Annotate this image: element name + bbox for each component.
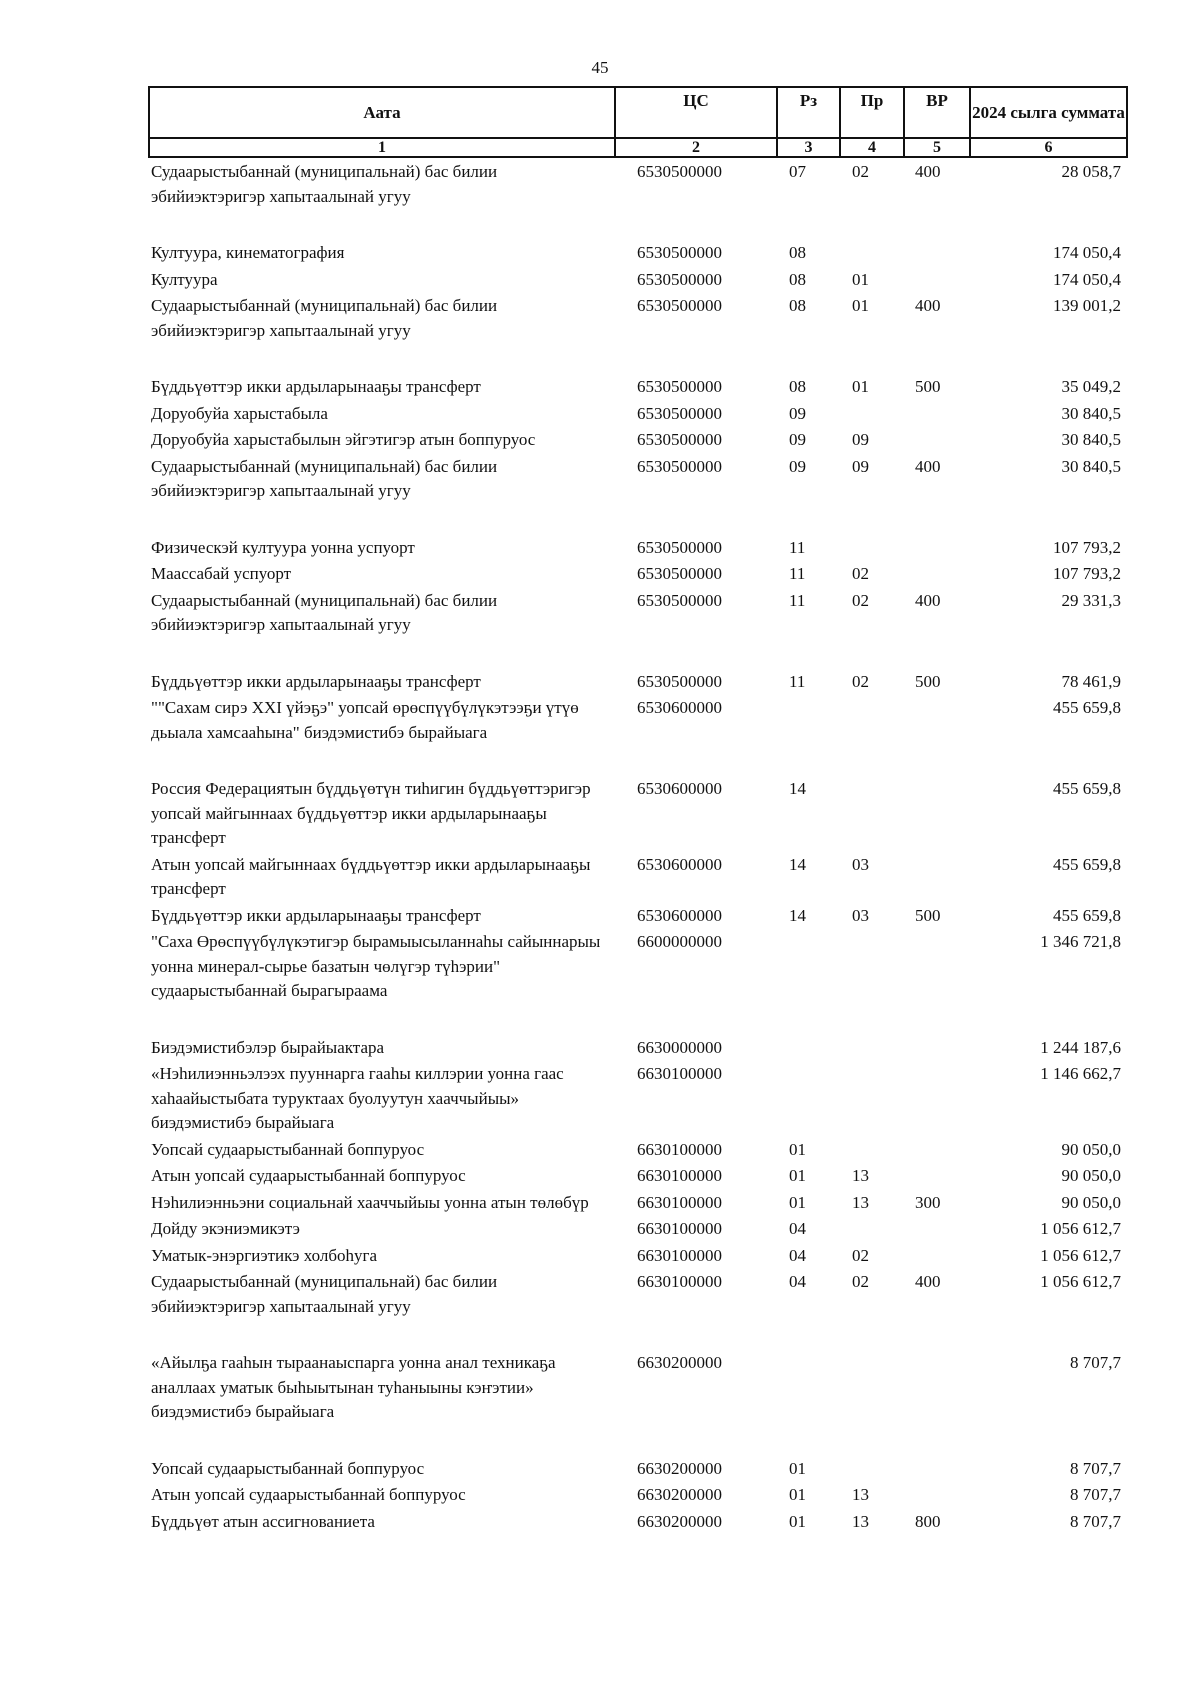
table-row: [149, 775, 1127, 851]
table-row: [149, 1349, 1127, 1455]
row-sum: 8 707,7: [1070, 1353, 1121, 1372]
row-vr: 300: [915, 1192, 941, 1212]
row-rz: 11: [789, 671, 806, 691]
row-sum: 29 331,3: [1061, 590, 1121, 610]
row-name: Россия Федерациятын бүддьүөтүн тиһигин бүддьүөттэригэр уопсай майгыннаах бүддьүөттэр икки ардыларынааҕы трансферт: [151, 779, 591, 847]
row-rz: 01: [789, 1166, 806, 1185]
row-pr: [840, 775, 904, 851]
row-cs: 6630100000: [637, 1219, 722, 1238]
row-rz: 04: [789, 1272, 806, 1291]
row-vr: 400: [915, 162, 941, 181]
row-name: Маассабай успуорт: [151, 564, 292, 583]
row-cs: 6530500000: [637, 269, 722, 289]
table-row: [149, 587, 1127, 668]
col-header-pr: Пр: [840, 87, 904, 138]
row-cs: 6630100000: [637, 1272, 722, 1291]
row-name: Култуура, кинематография: [151, 243, 345, 262]
row-vr: [904, 1034, 970, 1061]
row-rz: [777, 1349, 840, 1455]
row-name: Судаарыстыбаннай (муниципальнай) бас билии эбийиэктэригэр хапытаалынай угуу: [151, 590, 498, 634]
row-vr: 400: [915, 590, 941, 610]
row-name: Судаарыстыбаннай (муниципальнай) бас билии эбийиэктэригэр хапытаалынай угуу: [151, 162, 498, 206]
col-number: 6: [970, 138, 1127, 157]
table-row: [149, 1034, 1127, 1061]
row-name: «Айылҕа гааһын тыраанаыспарга уонна анал техникаҕа аналлаах уматык быһыытынан туһаныыны кэҥэтии» биэдэмистибэ бырайыага: [151, 1353, 556, 1421]
row-cs: 6530500000: [637, 403, 722, 423]
row-cs: 6530500000: [637, 430, 722, 449]
row-rz: 01: [789, 1458, 806, 1478]
row-cs: 6530600000: [637, 698, 722, 717]
row-pr: 03: [852, 854, 869, 874]
row-pr: 01: [852, 377, 869, 396]
row-pr: [840, 400, 904, 427]
row-rz: 09: [789, 403, 806, 423]
row-vr: [904, 266, 970, 293]
row-name: Биэдэмистибэлэр бырайыактара: [151, 1037, 385, 1057]
table-row: [149, 1481, 1127, 1508]
row-pr: 13: [852, 1511, 869, 1531]
row-pr: 02: [852, 590, 869, 610]
row-cs: 6630100000: [637, 1064, 722, 1083]
row-vr: [904, 851, 970, 902]
table-header: [149, 87, 1127, 157]
row-sum: 90 050,0: [1061, 1166, 1121, 1185]
row-sum: 78 461,9: [1061, 671, 1121, 691]
row-rz: 08: [789, 269, 806, 289]
row-cs: 6530500000: [637, 537, 722, 557]
row-rz: 07: [789, 162, 806, 181]
col-header-sum: 2024 сылга суммата: [970, 87, 1127, 138]
row-pr: 02: [852, 162, 869, 181]
row-pr: 03: [852, 905, 869, 925]
table-row: [149, 1189, 1127, 1216]
row-sum: 8 707,7: [1070, 1511, 1121, 1531]
col-number: 5: [904, 138, 970, 157]
row-name: Судаарыстыбаннай (муниципальнай) бас билии эбийиэктэригэр хапытаалынай угуу: [151, 456, 498, 500]
row-pr: [840, 239, 904, 266]
table-row: [149, 1242, 1127, 1269]
row-rz: [777, 694, 840, 775]
row-cs: 6530500000: [637, 162, 722, 181]
table-row: [149, 1136, 1127, 1163]
col-number: 3: [777, 138, 840, 157]
row-pr: 09: [852, 456, 869, 476]
row-rz: 11: [789, 564, 806, 583]
row-vr: [904, 1215, 970, 1242]
row-sum: 139 001,2: [1053, 296, 1121, 315]
row-vr: [904, 694, 970, 775]
row-pr: [840, 1060, 904, 1136]
row-cs: 6530500000: [637, 671, 722, 691]
row-sum: 28 058,7: [1061, 162, 1121, 181]
row-cs: 6630100000: [637, 1245, 722, 1265]
row-sum: 1 056 612,7: [1040, 1245, 1121, 1265]
row-cs: 6530600000: [637, 905, 722, 925]
budget-table: [148, 86, 1128, 1534]
row-vr: [904, 239, 970, 266]
row-name: Судаарыстыбаннай (муниципальнай) бас билии эбийиэктэригэр хапытаалынай угуу: [151, 1272, 498, 1316]
row-pr: [840, 928, 904, 1034]
table-row: [149, 157, 1127, 239]
row-pr: [840, 1215, 904, 1242]
table-row: [149, 1215, 1127, 1242]
row-name: Атын уопсай судаарыстыбаннай боппуруос: [151, 1166, 466, 1185]
row-cs: 6630200000: [637, 1458, 722, 1478]
table-row: [149, 694, 1127, 775]
row-sum: 1 146 662,7: [1040, 1064, 1121, 1083]
table-row: [149, 560, 1127, 587]
row-rz: 09: [789, 430, 806, 449]
row-name: Бүддьүөттэр икки ардыларынааҕы трансферт: [151, 905, 481, 925]
row-vr: [904, 775, 970, 851]
row-cs: 6600000000: [637, 932, 722, 951]
row-cs: 6530600000: [637, 854, 722, 874]
row-sum: 30 840,5: [1061, 430, 1121, 449]
row-rz: [777, 1060, 840, 1136]
row-name: Доруобуйа харыстабыла: [151, 403, 328, 423]
row-name: Уопсай судаарыстыбаннай боппуруос: [151, 1458, 425, 1478]
table-row: [149, 426, 1127, 453]
row-name: Уматык-энэргиэтикэ холбоһуга: [151, 1245, 378, 1265]
table-row: [149, 902, 1127, 929]
table-row: [149, 1060, 1127, 1136]
row-cs: 6630100000: [637, 1139, 722, 1159]
row-rz: 01: [789, 1192, 806, 1212]
row-sum: 455 659,8: [1053, 779, 1121, 798]
row-vr: 400: [915, 296, 941, 315]
row-pr: 09: [852, 430, 869, 449]
row-vr: [904, 426, 970, 453]
row-pr: 01: [852, 269, 869, 289]
table-row: [149, 1162, 1127, 1189]
row-vr: [904, 400, 970, 427]
row-sum: 1 244 187,6: [1040, 1037, 1121, 1057]
row-sum: 455 659,8: [1053, 698, 1121, 717]
row-pr: 13: [852, 1166, 869, 1185]
row-cs: 6530500000: [637, 456, 722, 476]
row-vr: 500: [915, 905, 941, 925]
row-vr: 500: [915, 377, 941, 396]
table-row: [149, 534, 1127, 561]
row-rz: 01: [789, 1485, 806, 1504]
row-sum: 1 056 612,7: [1040, 1272, 1121, 1291]
row-vr: [904, 534, 970, 561]
row-name: Дойду экэниэмикэтэ: [151, 1219, 300, 1238]
row-pr: 01: [852, 296, 869, 315]
row-sum: 30 840,5: [1061, 403, 1121, 423]
row-pr: [840, 1349, 904, 1455]
row-pr: 02: [852, 1245, 869, 1265]
row-sum: 90 050,0: [1061, 1192, 1121, 1212]
col-number: 4: [840, 138, 904, 157]
col-number: 2: [615, 138, 777, 157]
row-sum: 35 049,2: [1061, 377, 1121, 396]
row-cs: 6530500000: [637, 377, 722, 396]
row-sum: 1 056 612,7: [1040, 1219, 1121, 1238]
row-rz: 14: [789, 905, 806, 925]
table-row: [149, 266, 1127, 293]
row-vr: [904, 1242, 970, 1269]
row-sum: 90 050,0: [1061, 1139, 1121, 1159]
row-name: Атын уопсай майгыннаах бүддьүөттэр икки ардыларынааҕы трансферт: [151, 854, 591, 898]
row-rz: 14: [789, 854, 806, 874]
row-cs: 6530600000: [637, 779, 722, 798]
row-rz: 09: [789, 456, 806, 476]
row-sum: 30 840,5: [1061, 456, 1121, 476]
row-name: Бүддьүөт атын ассигнованиета: [151, 1511, 375, 1531]
row-vr: [904, 1162, 970, 1189]
row-name: Бүддьүөттэр икки ардыларынааҕы трансферт: [151, 671, 481, 691]
row-cs: 6630200000: [637, 1485, 722, 1504]
row-rz: 04: [789, 1245, 806, 1265]
row-pr: 02: [852, 671, 869, 691]
row-vr: [904, 1481, 970, 1508]
row-cs: 6530500000: [637, 243, 722, 262]
row-pr: 13: [852, 1485, 869, 1504]
row-sum: 455 659,8: [1053, 854, 1121, 874]
table-row: [149, 400, 1127, 427]
row-cs: 6630100000: [637, 1192, 722, 1212]
row-vr: [904, 1060, 970, 1136]
col-header-rz: Рз: [777, 87, 840, 138]
row-name: "Саха Өрөспүүбүлүкэтигэр бырамыысыланнаһы сайыннарыы уонна минерал-сырье базатын чөлүгэр түһэрии" судаарыстыбаннай бырагыраама: [151, 932, 601, 1000]
row-name: Доруобуйа харыстабылын эйгэтигэр атын боппуруос: [151, 430, 536, 449]
row-vr: [904, 560, 970, 587]
row-rz: 08: [789, 243, 806, 262]
table-row: [149, 453, 1127, 534]
row-name: Судаарыстыбаннай (муниципальнай) бас билии эбийиэктэригэр хапытаалынай угуу: [151, 296, 498, 340]
row-sum: 107 793,2: [1053, 537, 1121, 557]
table-row: [149, 1508, 1127, 1535]
row-rz: 11: [789, 537, 806, 557]
col-header-vr: ВР: [904, 87, 970, 138]
table-row: [149, 239, 1127, 266]
row-vr: [904, 1349, 970, 1455]
row-vr: 500: [915, 671, 941, 691]
row-name: «Нэһилиэнньэлээх пууннарга гааһы киллэрии уонна гаас хаһаайыстыбата туруктаах буолуутун хааччыйыы» биэдэмистибэ бырайыага: [151, 1064, 564, 1132]
row-sum: 8 707,7: [1070, 1458, 1121, 1478]
row-rz: 08: [789, 296, 806, 315]
row-cs: 6530500000: [637, 296, 722, 315]
row-sum: 455 659,8: [1053, 905, 1121, 925]
row-cs: 6630000000: [637, 1037, 722, 1057]
row-cs: 6630100000: [637, 1166, 722, 1185]
row-pr: 02: [852, 564, 869, 583]
table-row: [149, 928, 1127, 1034]
col-number: 1: [149, 138, 615, 157]
table-row: [149, 851, 1127, 902]
row-name: Уопсай судаарыстыбаннай боппуруос: [151, 1139, 425, 1159]
row-cs: 6630200000: [637, 1353, 722, 1372]
row-vr: [904, 928, 970, 1034]
row-pr: [840, 694, 904, 775]
row-cs: 6630200000: [637, 1511, 722, 1531]
table-row: [149, 1268, 1127, 1349]
col-header-cs: ЦС: [615, 87, 777, 138]
row-rz: [777, 928, 840, 1034]
row-sum: 107 793,2: [1053, 564, 1121, 583]
row-sum: 174 050,4: [1053, 269, 1121, 289]
row-vr: [904, 1455, 970, 1482]
row-pr: 02: [852, 1272, 869, 1291]
row-rz: 11: [789, 590, 806, 610]
row-name: Нэһилиэнньэни социальнай хааччыйыы уонна атын төлөбүр: [151, 1192, 589, 1212]
page-number: 45: [591, 58, 609, 77]
row-rz: 08: [789, 377, 806, 396]
row-sum: 174 050,4: [1053, 243, 1121, 262]
row-pr: [840, 534, 904, 561]
row-rz: 04: [789, 1219, 806, 1238]
row-pr: [840, 1136, 904, 1163]
table-row: [149, 292, 1127, 373]
table-row: [149, 373, 1127, 400]
row-name: Бүддьүөттэр икки ардыларынааҕы трансферт: [151, 377, 481, 396]
row-cs: 6530500000: [637, 564, 722, 583]
row-rz: [777, 1034, 840, 1061]
row-name: Култуура: [151, 269, 218, 289]
row-rz: 14: [789, 779, 806, 798]
table-row: [149, 1455, 1127, 1482]
col-header-name: Аата: [149, 87, 615, 138]
row-rz: 01: [789, 1139, 806, 1159]
row-sum: 8 707,7: [1070, 1485, 1121, 1504]
row-name: ""Сахам сирэ XXI үйэҕэ" уопсай өрөспүүбүлүкэтээҕи үтүө дьыала хамсааһына" биэдэмистибэ бырайыага: [151, 698, 579, 742]
row-rz: 01: [789, 1511, 806, 1531]
row-vr: 400: [915, 1272, 941, 1291]
row-pr: [840, 1455, 904, 1482]
table-body: [149, 157, 1127, 1534]
row-vr: 800: [915, 1511, 941, 1531]
row-name: Атын уопсай судаарыстыбаннай боппуруос: [151, 1485, 466, 1504]
row-pr: [840, 1034, 904, 1061]
row-vr: 400: [915, 456, 941, 476]
row-name: Физическэй култуура уонна успуорт: [151, 537, 415, 557]
row-cs: 6530500000: [637, 590, 722, 610]
table-row: [149, 668, 1127, 695]
row-pr: 13: [852, 1192, 869, 1212]
row-sum: 1 346 721,8: [1040, 932, 1121, 951]
row-vr: [904, 1136, 970, 1163]
